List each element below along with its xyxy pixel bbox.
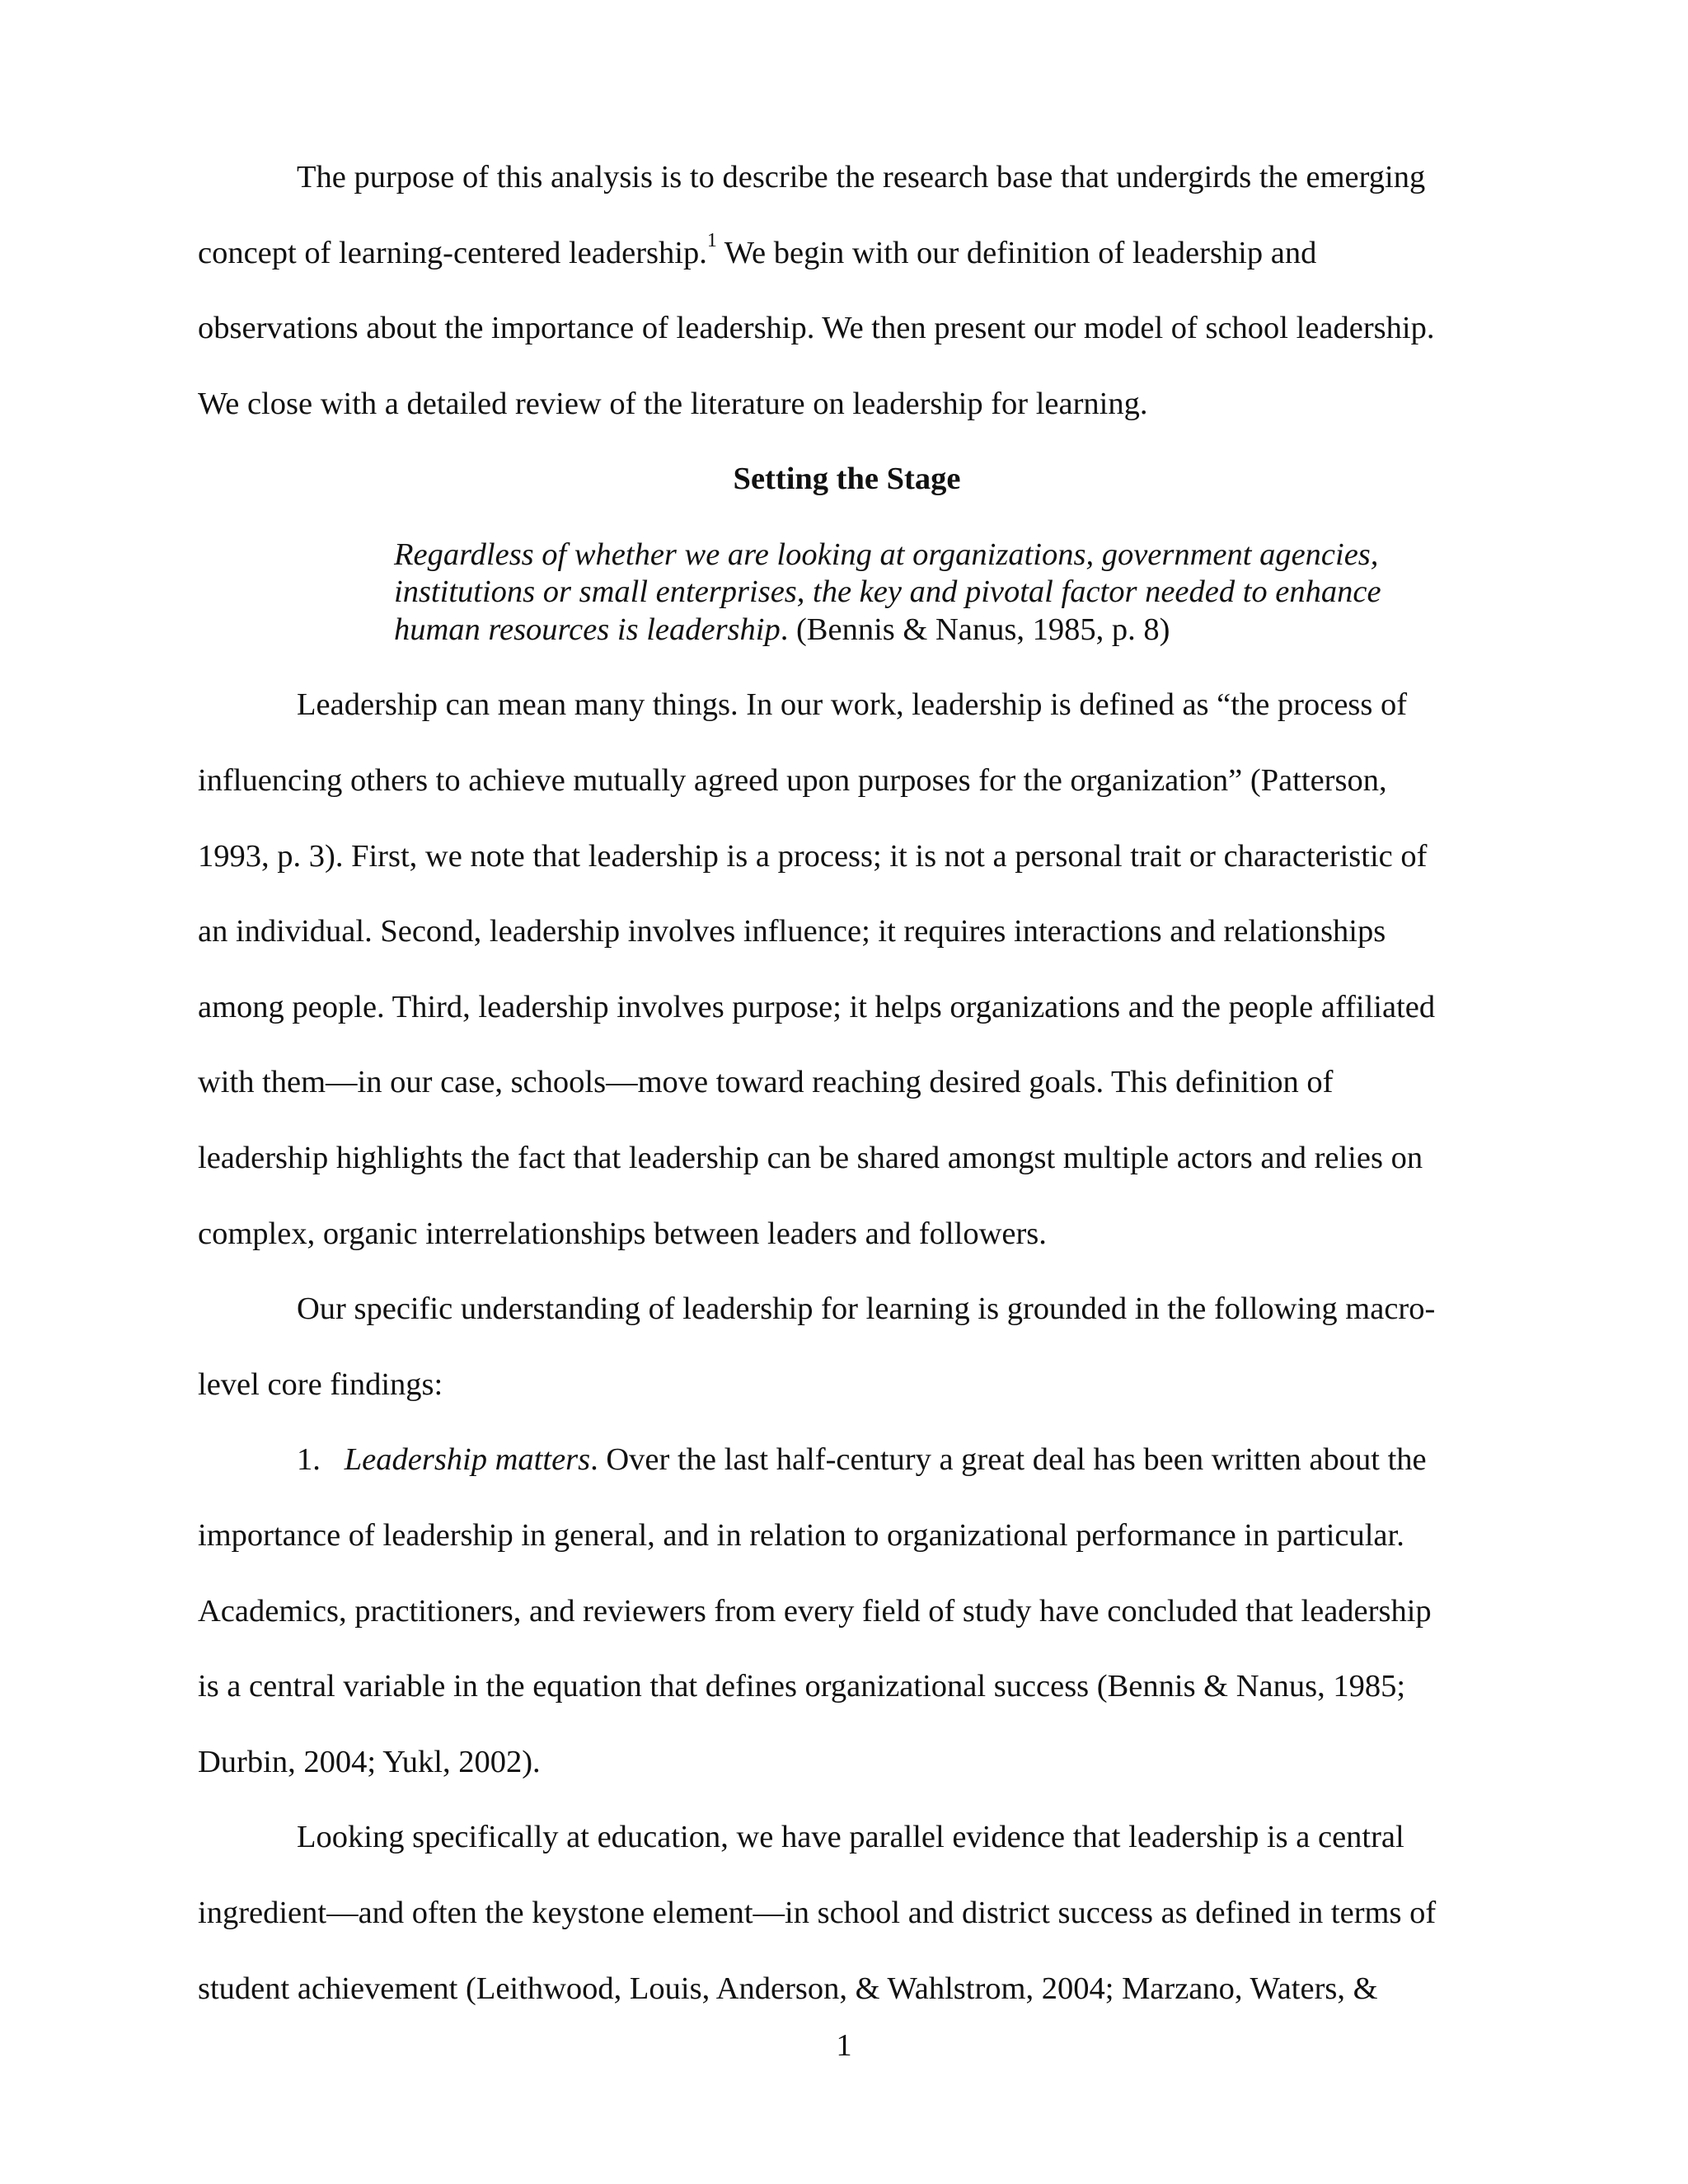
finding-1-line-1 [198, 1435, 1496, 1511]
finding-1-line-3: Academics, practitioners, and reviewers from every field of study have concluded that leadership [198, 1593, 1432, 1629]
finding-1-line-1-text: . Over the last half-century a great deal has been written about the [590, 1442, 1427, 1478]
finding-1-line-5: Durbin, 2004; Yukl, 2002). [198, 1744, 541, 1779]
finding-1-line-2: importance of leadership in general, and in relation to organizational performance in particular. [198, 1518, 1404, 1553]
findings-intro-line-2: level core findings: [198, 1366, 443, 1402]
intro-line-2-text: concept of learning-centered leadership. [198, 235, 707, 270]
intro-line-1: The purpose of this analysis is to describe the research base that undergirds the emerging [297, 160, 1426, 194]
finding-1-number: 1. [297, 1442, 321, 1478]
epigraph-quote [198, 530, 1465, 681]
definition-line-2: influencing others to achieve mutually agreed upon purposes for the organization” (Patterson, [198, 763, 1387, 799]
findings-intro-line-1: Our specific understanding of leadership for learning is grounded in the following macro- [297, 1291, 1436, 1327]
finding-1-line-4: is a central variable in the equation that defines organizational success (Bennis & Nanus, 1985; [198, 1669, 1406, 1704]
epigraph-line-2 [394, 567, 1465, 610]
intro-line-2-continued: We begin with our definition of leadership and [716, 235, 1317, 270]
intro-line-3: observations about the importance of leadership. We then present our model of school leadership. [198, 311, 1435, 346]
definition-line-3: 1993, p. 3). First, we note that leadership is a process; it is not a personal trait or characteristic of [198, 838, 1428, 874]
epigraph-spacing [394, 642, 1465, 680]
definition-line-7: leadership highlights the fact that leadership can be shared amongst multiple actors and relies on [198, 1141, 1423, 1176]
definition-line-6: with them—in our case, schools—move toward reaching desired goals. This definition of [198, 1065, 1334, 1100]
epigraph-line-1-text: Regardless of whether we are looking at organizations, government agencies, [394, 537, 1379, 572]
education-line-1: Looking specifically at education, we have parallel evidence that leadership is a central [297, 1820, 1404, 1855]
footnote-marker: 1 [706, 229, 717, 251]
section-heading: Setting the Stage [733, 462, 961, 497]
definition-line-5: among people. Third, leadership involves purpose; it helps organizations and the people affiliated [198, 989, 1436, 1024]
epigraph-line-3 [394, 605, 1465, 647]
education-line-3: student achievement (Leithwood, Louis, Anderson, & Wahlstrom, 2004; Marzano, Waters, & [198, 1971, 1378, 2006]
education-line-2: ingredient—and often the keystone element—in school and district success as defined in terms of [198, 1895, 1437, 1930]
epigraph-citation: . (Bennis & Nanus, 1985, p. 8) [780, 612, 1170, 647]
epigraph-line-1 [394, 530, 1465, 572]
intro-line-2 [198, 228, 1496, 304]
definition-line-1: Leadership can mean many things. In our work, leadership is defined as “the process of [297, 687, 1408, 723]
epigraph-line-2-text: institutions or small enterprises, the key and pivotal factor needed to enhance [394, 574, 1381, 610]
definition-line-4: an individual. Second, leadership involves influence; it requires interactions and relationships [198, 914, 1386, 949]
page-number: 1 [836, 2028, 852, 2063]
definition-line-8: complex, organic interrelationships between leaders and followers. [198, 1216, 1047, 1251]
intro-line-4: We close with a detailed review of the literature on leadership for learning. [198, 386, 1148, 421]
page-body [198, 152, 1496, 2039]
finding-1-title: Leadership matters [344, 1442, 591, 1478]
epigraph-line-3-text: human resources is leadership [394, 612, 781, 647]
